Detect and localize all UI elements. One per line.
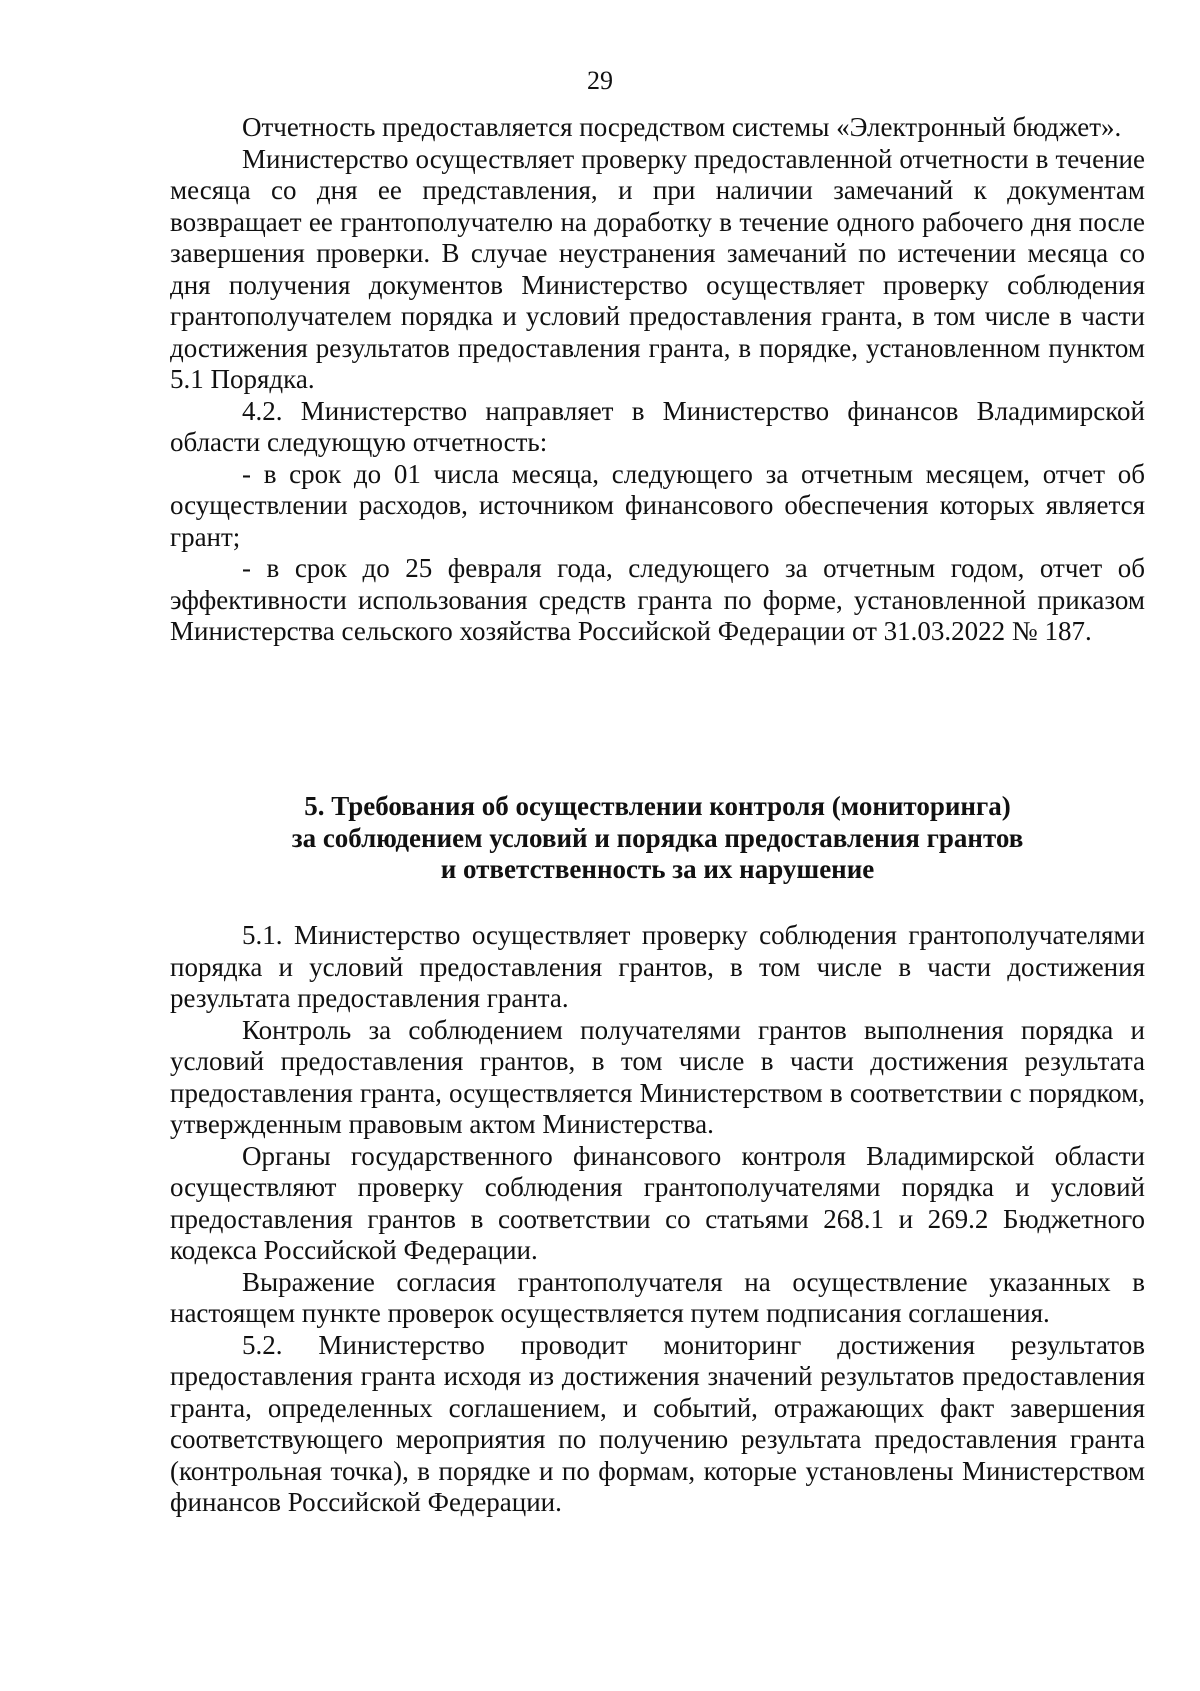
section-5-heading — [170, 791, 1145, 886]
heading-line: 5. Требования об осуществлении контроля (мониторинга) — [304, 791, 1011, 821]
paragraph: Выражение согласия грантополучателя на осуществление указанных в настоящем пункте проверок осуществляется путем подписания соглашения. — [170, 1266, 1145, 1328]
heading-line: и ответственность за их нарушение — [440, 854, 875, 884]
paragraph: 5.2. Министерство проводит мониторинг достижения результатов предоставления гранта исходя из достижения значений результатов предоставления гранта, определенных соглашением, и событий, отражающих факт завершения соответствующего мероприятия по получению результата предоставления гранта (контрольная точка), в порядке и по формам, которые установлены Министерством финансов Российской Федерации. — [170, 1329, 1145, 1517]
page-number: 29 — [587, 66, 613, 95]
paragraph: - в срок до 25 февраля года, следующего за отчетным годом, отчет об эффективности использования средств гранта по форме, установленной приказом Министерства сельского хозяйства Российской Федерации от 31.03.2022 № 187. — [170, 553, 1145, 646]
section-4-text — [170, 112, 1145, 648]
paragraph: Отчетность предоставляется посредством системы «Электронный бюджет». — [242, 112, 1122, 142]
section-5-text — [170, 920, 1145, 1519]
heading-line: за соблюдением условий и порядка предоставления грантов — [291, 822, 1024, 853]
paragraph: Министерство осуществляет проверку предоставленной отчетности в течение месяца со дня ее представления, и при наличии замечаний к документам возвращает ее грантополучателю на доработку в течение одного рабочего дня после завершения проверки. В случае неустранения замечаний по истечении месяца со дня получения документов Министерство осуществляет проверку соблюдения грантополучателем порядка и условий предоставления гранта, в том числе в части достижения результатов предоставления гранта, в порядке, установленном пунктом 5.1 Порядка. — [170, 143, 1145, 394]
paragraph: 5.1. Министерство осуществляет проверку соблюдения грантополучателями порядка и условий предоставления грантов, в том числе в части достижения результата предоставления гранта. — [170, 920, 1145, 1013]
paragraph: 4.2. Министерство направляет в Министерство финансов Владимирской области следующую отчетность: — [170, 395, 1145, 457]
paragraph: - в срок до 01 числа месяца, следующего за отчетным месяцем, отчет об осуществлении расходов, источником финансового обеспечения которых является грант; — [170, 458, 1145, 552]
paragraph: Контроль за соблюдением получателями грантов выполнения порядка и условий предоставления грантов, в том числе в части достижения результата предоставления гранта, осуществляется Министерством в соответствии с порядком, утвержденным правовым актом Министерства. — [170, 1014, 1145, 1139]
paragraph: Органы государственного финансового контроля Владимирской области осуществляют проверку соблюдения грантополучателями порядка и условий предоставления грантов в соответствии со статьями 268.1 и 269.2 Бюджетного кодекса Российской Федерации. — [170, 1140, 1145, 1265]
